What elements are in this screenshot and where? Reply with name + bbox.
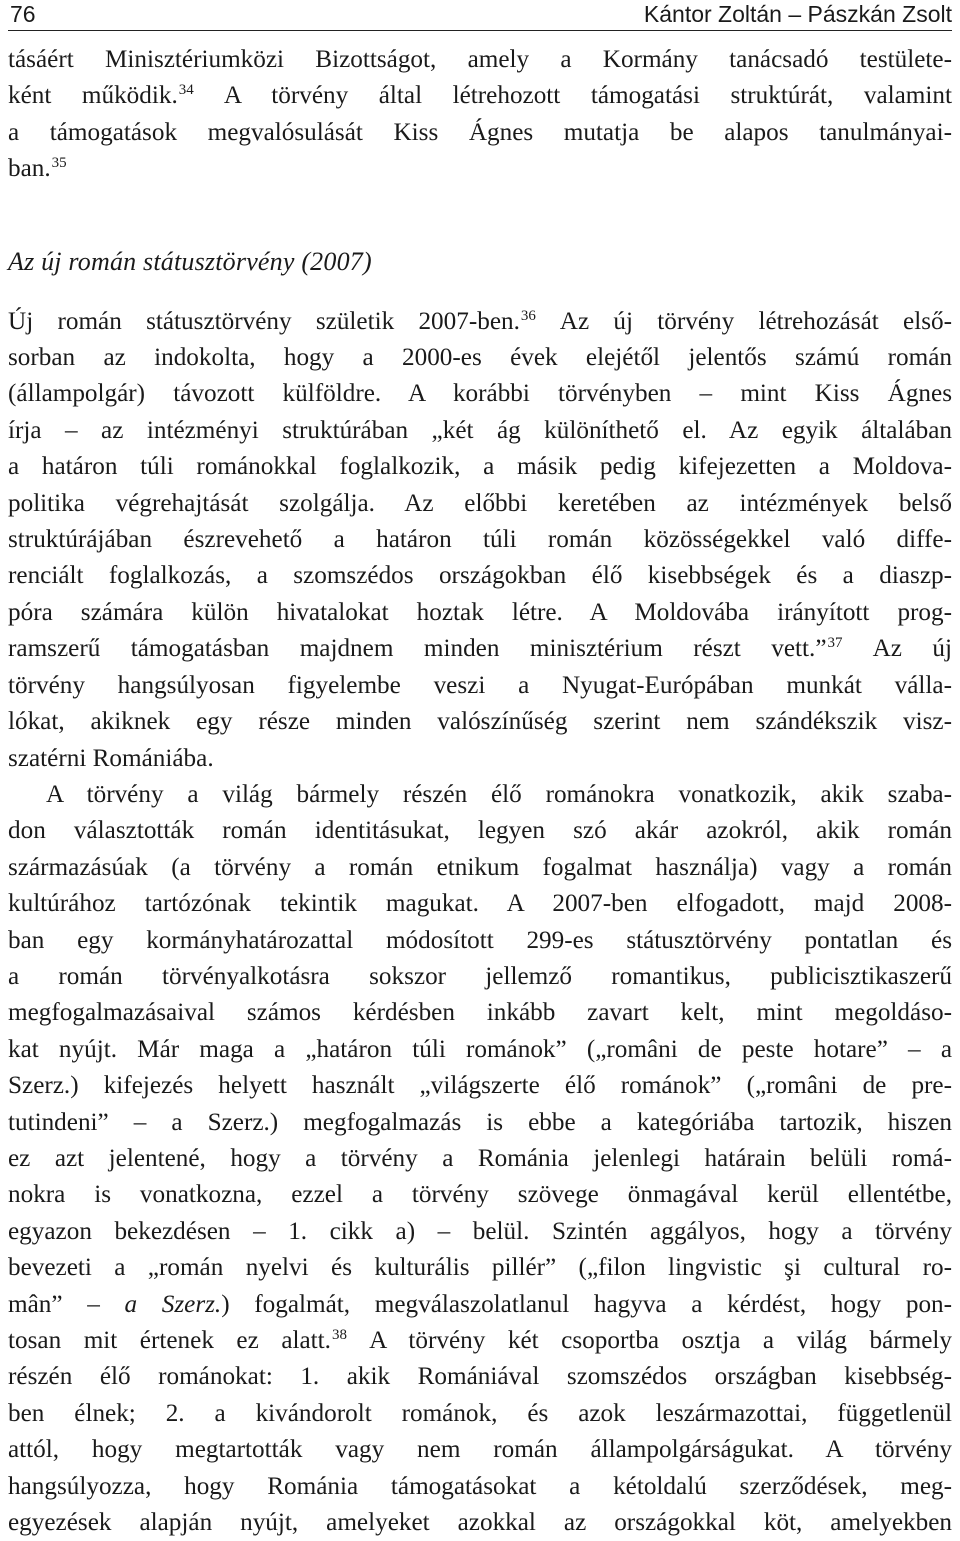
line-text: írja – az intézményi struktúrában „két ág különíthető el. Az egyik általában <box>8 416 952 444</box>
text-line <box>8 42 952 78</box>
running-header-authors: Kántor Zoltán – Pászkán Zsolt <box>643 1 952 27</box>
line-text: tásáért Minisztériumközi Bizottságot, amely a Kormány tanácsadó testülete- <box>8 46 952 73</box>
text-line <box>8 340 952 376</box>
line-text: kat nyújt. Már maga a „határon túli románok” („români de peste hotare” – a <box>8 1035 952 1063</box>
line-text: ben élnek; 2. a kivándorolt románok, és azok leszármazottai, függetlenül <box>8 1399 952 1427</box>
line-text: Az új <box>843 635 952 663</box>
text-line <box>8 923 952 959</box>
line-text: ) fogalmát, megválaszolatlanul hagyva a kérdést, hogy pon- <box>221 1290 953 1318</box>
book-page <box>8 0 952 1541</box>
line-text: bevezeti a „román nyelvi és kulturális pillér” („filon lingvistic şi cultural ro- <box>8 1254 952 1282</box>
text-line <box>8 1214 952 1250</box>
text-line <box>8 995 952 1031</box>
text-line <box>8 668 952 704</box>
footnote-marker: 38 <box>331 1327 347 1343</box>
text-line <box>8 449 952 485</box>
footnote-marker: 36 <box>520 307 536 324</box>
line-text: származásúak (a törvény a román etnikum fogalmat használja) vagy a román <box>8 853 952 881</box>
line-text: részén élő románokat: 1. akik Romániával szomszédos országban kisebbség- <box>8 1363 952 1391</box>
text-line <box>8 486 952 522</box>
line-text: egyazon bekezdésen – 1. cikk a) – belül. Szintén aggályos, hogy a törvény <box>8 1217 952 1245</box>
line-text: ban egy kormányhatározattal módosított 299-es státusztörvény pontatlan és <box>8 926 952 954</box>
text-line <box>8 558 952 594</box>
text-line <box>8 1469 952 1505</box>
line-text: attól, hogy megtartották vagy nem román állampolgárságukat. A törvény <box>8 1436 952 1464</box>
text-line <box>8 631 952 667</box>
line-text: ban. <box>8 155 51 183</box>
body-text <box>8 304 952 1541</box>
text-line <box>8 304 952 340</box>
line-text: törvény hangsúlyosan figyelembe veszi a Nyugat-Európában munkát válla- <box>8 671 952 699</box>
text-line <box>8 522 952 558</box>
line-text: mân” – <box>8 1290 125 1318</box>
section-heading: Az új román státusztörvény (2007) <box>8 246 372 276</box>
text-line <box>8 151 952 187</box>
footnote-marker: 37 <box>827 635 843 652</box>
text-line <box>8 376 952 412</box>
text-line <box>8 813 952 849</box>
page-number: 76 <box>10 1 36 27</box>
line-text: megfogalmazásaival számos kérdésben inkább zavart kelt, mint megoldáso- <box>8 999 952 1027</box>
text-line <box>8 1032 952 1068</box>
line-text: (állampolgár) távozott külföldre. A korábbi törvényben – mint Kiss Ágnes <box>8 380 952 408</box>
line-text: szatérni Romániába. <box>8 744 214 772</box>
text-line <box>8 1323 952 1359</box>
text-line <box>8 1287 952 1323</box>
line-text: politika végrehajtását szolgálja. Az előbbi keretében az intézmények belső <box>8 489 952 517</box>
line-text: struktúrájában észrevehető a határon túli román közösségekkel való diffe- <box>8 526 952 554</box>
text-line <box>8 1250 952 1286</box>
text-line <box>8 1141 952 1177</box>
text-line <box>8 1068 952 1104</box>
line-text: a határon túli románokkal foglalkozik, a másik pedig kifejezetten a Moldova- <box>8 453 952 481</box>
line-text: a támogatások megvalósulását Kiss Ágnes mutatja be alapos tanulmányai- <box>8 118 952 146</box>
line-text: renciált foglalkozás, a szomszédos országokban élő kisebbségek és a diaszp- <box>8 562 952 590</box>
line-text: Szerz.) kifejezés helyett használt „világszerte élő románok” („români de pre- <box>8 1072 952 1100</box>
line-text: A törvény által létrehozott támogatási struktúrát, valamint <box>194 82 952 110</box>
line-text: A törvény a világ bármely részén élő románokra vonatkozik, akik szaba- <box>46 780 952 808</box>
text-line <box>8 1505 952 1541</box>
text-line <box>8 115 952 151</box>
line-text: lókat, akiknek egy része minden valószínűség szerint nem szándékszik visz- <box>8 708 952 736</box>
text-line <box>8 1396 952 1432</box>
text-line <box>8 850 952 886</box>
line-text: don választották román identitásukat, legyen szó akár azokról, akik román <box>8 817 952 845</box>
line-text: Az új törvény létrehozását első- <box>536 307 952 335</box>
line-text: hangsúlyozza, hogy Románia támogatásokat a kétoldalú szerződések, meg- <box>8 1472 952 1500</box>
line-text: A törvény két csoportba osztja a világ bármely <box>347 1327 953 1354</box>
line-text: egyezések alapján nyújt, amelyeket azokkal az országokkal köt, amelyekben <box>8 1509 952 1537</box>
text-line <box>8 1359 952 1395</box>
line-text: ramszerű támogatásban majdnem minden minisztérium részt vett.” <box>8 635 827 663</box>
italic-text: a Szerz. <box>124 1290 222 1318</box>
footnote-marker: 34 <box>178 82 194 99</box>
line-text: ez azt jelentené, hogy a törvény a Románia jelenlegi határain belüli romá- <box>8 1144 952 1172</box>
text-line <box>8 886 952 922</box>
text-line <box>8 959 952 995</box>
text-line <box>8 741 952 777</box>
line-text: Új román státusztörvény születik 2007-ben. <box>8 307 520 335</box>
text-line <box>8 1432 952 1468</box>
line-text: ként működik. <box>8 82 178 110</box>
text-line <box>8 777 952 813</box>
line-text: sorban az indokolta, hogy a 2000-es évek elejétől jelentős számú román <box>8 344 952 372</box>
text-line <box>8 704 952 740</box>
line-text: tutindeni” – a Szerz.) megfogalmazás is ebbe a kategóriába tartozik, hiszen <box>8 1108 952 1136</box>
line-text: nokra is vonatkozna, ezzel a törvény szövege önmagával kerül ellentétbe, <box>8 1181 952 1209</box>
footnote-marker: 35 <box>51 155 67 172</box>
line-text: kultúrához tartózónak tekintik magukat. A 2007-ben elfogadott, majd 2008- <box>8 890 952 918</box>
text-line <box>8 1105 952 1141</box>
running-header <box>8 0 952 31</box>
line-text: tosan mit értenek ez alatt. <box>8 1327 331 1354</box>
line-text: póra számára külön hivatalokat hoztak létre. A Moldovába irányított prog- <box>8 598 952 626</box>
line-text: a román törvényalkotásra sokszor jellemző romantikus, publicisztikaszerű <box>8 962 952 990</box>
text-line <box>8 78 952 114</box>
intro-paragraph <box>8 42 952 188</box>
text-line <box>8 1177 952 1213</box>
text-line <box>8 595 952 631</box>
text-line <box>8 413 952 449</box>
